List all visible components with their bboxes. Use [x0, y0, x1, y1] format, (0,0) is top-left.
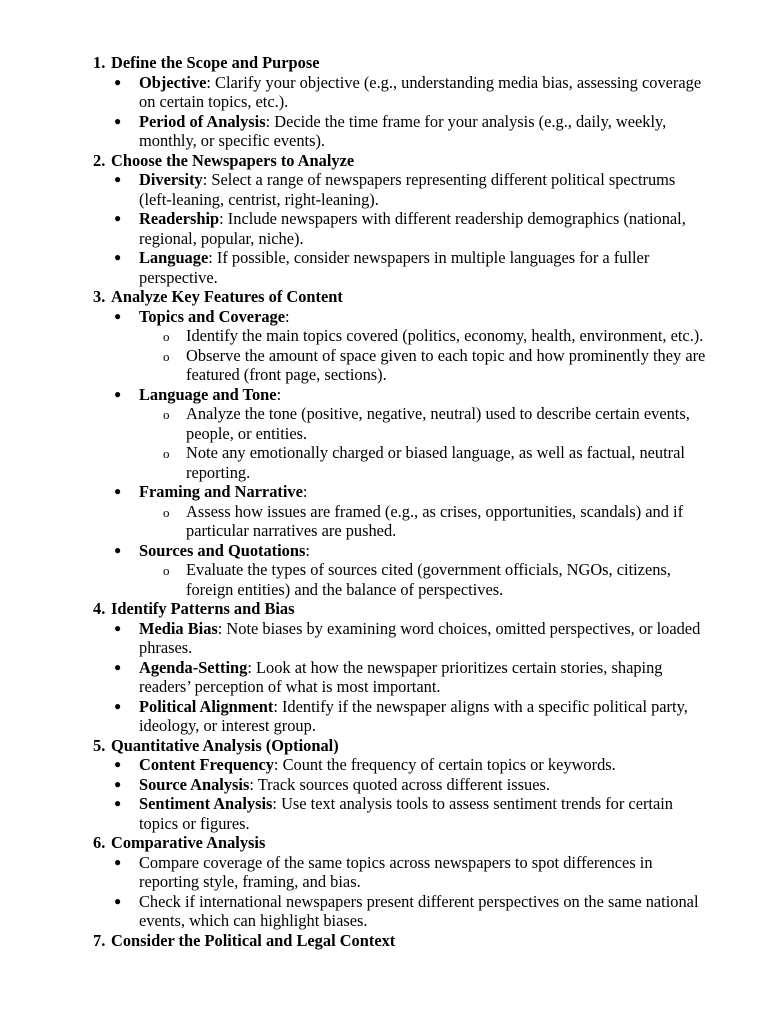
sub-bullet-item — [0, 346, 768, 385]
bullet-text: : Count the frequency of certain topics or keywords. — [273, 755, 616, 774]
bullet-dot-icon: ● — [114, 113, 122, 128]
bullet-text: : Look at how the newspaper prioritizes certain stories, shaping readers’ perception of what is most important. — [139, 657, 663, 696]
bullet-dot-icon: ● — [114, 211, 122, 225]
bullet-item — [0, 853, 768, 892]
bullet-item — [0, 482, 768, 502]
bullet-item — [0, 658, 768, 697]
bullet-dot-icon: ● — [114, 172, 122, 186]
bullet-term: Content Frequency — [139, 755, 274, 774]
bullet-list — [0, 170, 768, 287]
bullet-term: Political Alignment — [139, 696, 274, 716]
section-number: 1. — [93, 53, 106, 72]
bullet-text: : Track sources quoted across different issues. — [249, 774, 550, 794]
bullet-text: : — [302, 482, 308, 501]
section-title: Identify Patterns and Bias — [111, 599, 295, 618]
bullet-dot-icon: ● — [114, 484, 122, 498]
sub-bullet-text: Assess how issues are framed (e.g., as crises, opportunities, scandals) and if particular narratives are pushed. — [186, 501, 684, 540]
outline-section — [0, 151, 768, 288]
bullet-text: : If possible, consider newspapers in multiple languages for a fuller perspective. — [139, 248, 650, 287]
bullet-term: Agenda-Setting — [139, 657, 248, 677]
outline-section — [0, 599, 768, 736]
section-heading — [0, 931, 768, 951]
section-number: 3. — [93, 287, 106, 306]
bullet-item — [0, 209, 768, 248]
sub-bullet-item — [0, 326, 768, 346]
bullet-term: Source Analysis — [139, 774, 250, 794]
bullet-dot-icon: ● — [114, 893, 122, 908]
bullet-list — [0, 307, 768, 600]
sub-bullet-text: Evaluate the types of sources cited (government officials, NGOs, citizens, foreign entities) and the balance of perspectives. — [186, 560, 671, 599]
bullet-text: : — [276, 384, 282, 404]
bullet-text: : Identify if the newspaper aligns with a specific political party, ideology, or interest group. — [139, 696, 688, 735]
bullet-text: : Clarify your objective (e.g., understanding media bias, assessing coverage on certain topics, etc.). — [139, 72, 702, 111]
section-heading — [0, 599, 768, 619]
sub-bullet-item — [0, 404, 768, 443]
bullet-item — [0, 794, 768, 833]
bullet-term: Objective — [139, 72, 207, 92]
section-title: Quantitative Analysis (Optional) — [111, 735, 339, 755]
bullet-term: Diversity — [139, 170, 203, 189]
bullet-text: : Use text analysis tools to assess sentiment trends for certain topics or figures. — [139, 794, 674, 833]
bullet-term: Sentiment Analysis — [139, 794, 273, 813]
bullet-term: Media Bias — [139, 618, 218, 638]
sub-bullet-text: Identify the main topics covered (politics, economy, health, environment, etc.). — [186, 326, 704, 345]
bullet-item — [0, 170, 768, 209]
outline-section — [0, 53, 768, 151]
bullet-item — [0, 385, 768, 405]
bullet-list — [0, 853, 768, 931]
section-heading — [0, 287, 768, 307]
bullet-term: Language — [139, 248, 209, 267]
bullet-term: Period of Analysis — [139, 111, 266, 131]
sub-bullet-text: Observe the amount of space given to each topic and how prominently they are featured (front page, sections). — [186, 345, 706, 384]
section-heading — [0, 833, 768, 853]
sub-bullet-text: Analyze the tone (positive, negative, neutral) used to describe certain events, people, or entities. — [186, 404, 690, 443]
section-title: Choose the Newspapers to Analyze — [111, 150, 355, 170]
bullet-dot-icon: ● — [114, 250, 122, 264]
bullet-item — [0, 755, 768, 775]
bullet-dot-icon: ● — [114, 386, 122, 401]
bullet-text: : Decide the time frame for your analysis (e.g., daily, weekly, monthly, or specific events). — [139, 111, 667, 150]
sub-bullet-item — [0, 560, 768, 599]
section-heading — [0, 736, 768, 756]
bullet-text: : Include newspapers with different readership demographics (national, regional, popular, niche). — [139, 209, 686, 248]
bullet-dot-icon: ● — [114, 854, 122, 869]
bullet-item — [0, 73, 768, 112]
bullet-dot-icon: ● — [114, 776, 122, 791]
section-title: Consider the Political and Legal Context — [111, 930, 396, 950]
bullet-item — [0, 892, 768, 931]
circle-bullet-icon: o — [163, 407, 170, 422]
bullet-item — [0, 112, 768, 151]
circle-bullet-icon: o — [163, 348, 170, 364]
bullet-list — [0, 619, 768, 736]
section-heading — [0, 151, 768, 171]
numbered-outline — [0, 53, 768, 950]
bullet-dot-icon: ● — [114, 620, 122, 635]
bullet-dot-icon: ● — [114, 542, 122, 557]
bullet-dot-icon: ● — [114, 308, 122, 323]
circle-bullet-icon: o — [163, 446, 170, 461]
bullet-text: Check if international newspapers present different perspectives on the same national events, which can highlight biases. — [139, 891, 699, 930]
outline-section — [0, 833, 768, 931]
bullet-dot-icon: ● — [114, 659, 122, 674]
outline-section — [0, 287, 768, 599]
bullet-item — [0, 248, 768, 287]
bullet-dot-icon: ● — [114, 796, 122, 810]
bullet-term: Readership — [139, 209, 220, 228]
bullet-list — [0, 755, 768, 833]
section-number: 6. — [93, 833, 106, 852]
sub-bullet-item — [0, 443, 768, 482]
circle-bullet-icon: o — [163, 329, 170, 344]
bullet-term: Sources and Quotations — [139, 540, 306, 560]
bullet-item — [0, 619, 768, 658]
bullet-text: : Select a range of newspapers representing different political spectrums (left-leaning, centrist, right-leaning). — [139, 170, 676, 209]
section-number: 7. — [93, 930, 106, 950]
bullet-item — [0, 697, 768, 736]
bullet-text: : Note biases by examining word choices, omitted perspectives, or loaded phrases. — [139, 618, 701, 657]
bullet-dot-icon: ● — [114, 698, 122, 713]
bullet-item — [0, 775, 768, 795]
outline-section — [0, 931, 768, 951]
bullet-text: : — [285, 306, 290, 326]
bullet-dot-icon: ● — [114, 74, 122, 89]
section-heading — [0, 53, 768, 73]
sub-bullet-text: Note any emotionally charged or biased language, as well as factual, neutral reporting. — [186, 443, 685, 482]
document-page — [0, 53, 768, 950]
bullet-item — [0, 541, 768, 561]
bullet-item — [0, 307, 768, 327]
section-number: 2. — [93, 150, 106, 170]
bullet-dot-icon: ● — [114, 757, 122, 771]
bullet-text: Compare coverage of the same topics across newspapers to spot differences in reporting style, framing, and bias. — [139, 852, 653, 891]
bullet-text: : — [305, 540, 310, 560]
section-number: 4. — [93, 599, 106, 618]
bullet-list — [0, 73, 768, 151]
section-title: Comparative Analysis — [111, 833, 266, 852]
sub-bullet-item — [0, 502, 768, 541]
bullet-term: Language and Tone — [139, 384, 277, 404]
section-title: Analyze Key Features of Content — [111, 287, 343, 306]
outline-section — [0, 736, 768, 834]
section-number: 5. — [93, 735, 106, 755]
circle-bullet-icon: o — [163, 504, 170, 520]
bullet-term: Framing and Narrative — [139, 482, 303, 501]
section-title: Define the Scope and Purpose — [111, 53, 320, 72]
bullet-term: Topics and Coverage — [139, 306, 286, 326]
circle-bullet-icon: o — [163, 563, 170, 578]
